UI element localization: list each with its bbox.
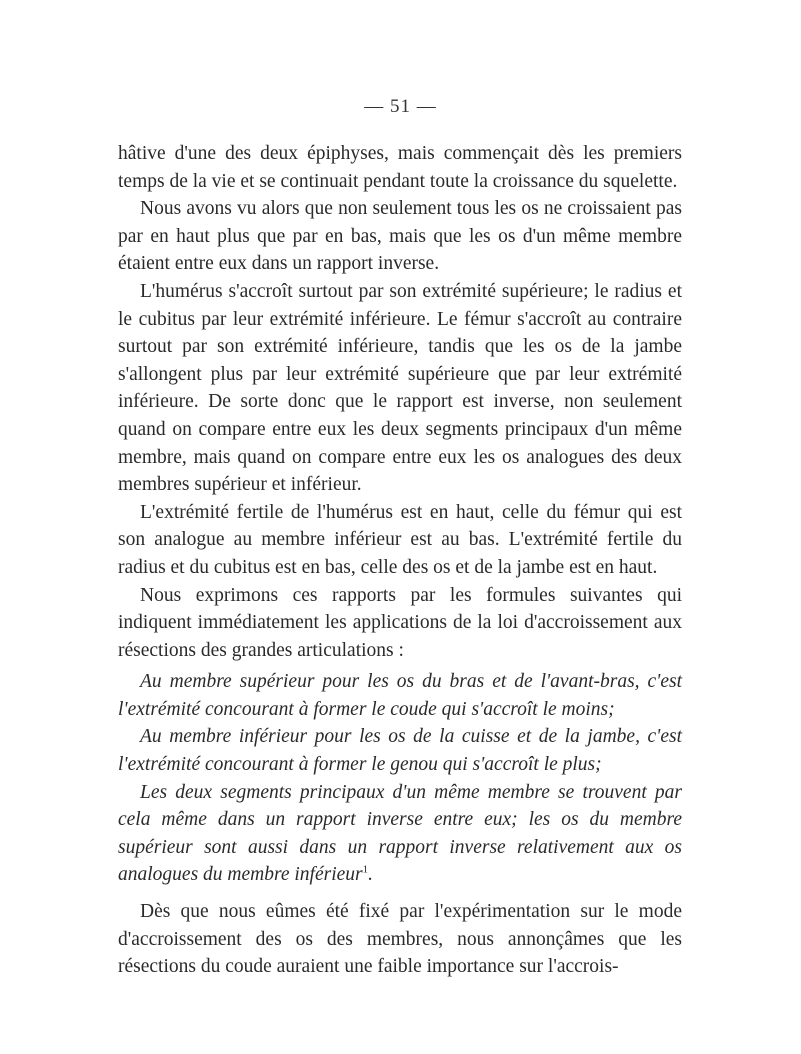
paragraph-5: Nous exprimons ces rapports par les formules suivantes qui indiquent immédiatement les applications de la loi d'accroissement aux résections des grandes articulations : bbox=[118, 584, 682, 661]
paragraph-3: L'humérus s'accroît surtout par son extrémité supérieure; le radius et le cubitus par leur extrémité inférieure. Le fémur s'accroît au contraire surtout par son extrémité inférieure, tandis que les os de la jambe s'allongent plus par leur extrémité supérieure que par leur extrémité inférieure. De sorte donc que le rapport est inverse, non seulement quand on compare entre eux les deux segments principaux d'un même membre, mais quand on compare entre eux les os analogues des deux membres supérieur et inférieur. bbox=[118, 280, 682, 496]
formula-lower-limb: Au membre inférieur pour les os de la cuisse et de la jambe, c'est l'extrémité concourant à former le genou qui s'accroît le plus; bbox=[118, 726, 682, 776]
formula-segments bbox=[118, 779, 682, 889]
page-number: — 51 — bbox=[364, 96, 437, 117]
formula-segments-end: . bbox=[368, 864, 373, 886]
paragraph-6: Dès que nous eûmes été fixé par l'expérimentation sur le mode d'accroissement des os des membres, nous annonçâmes que les résections du coude auraient une faible importance sur l'accrois- bbox=[118, 901, 682, 978]
footnote-marker[interactable]: 1 bbox=[362, 863, 369, 876]
formula-segments-text: Les deux segments principaux d'un même membre se trouvent par cela même dans un rapport inverse entre eux; les os du membre supérieur sont aussi dans un rapport inverse relativement aux os analogues du membre inférieur bbox=[118, 781, 682, 886]
paragraph-2: Nous avons vu alors que non seulement tous les os ne croissaient pas par en haut plus que par en bas, mais que les os d'un même membre étaient entre eux dans un rapport inverse. bbox=[118, 198, 682, 275]
paragraph-1: hâtive d'une des deux épiphyses, mais commençait dès les premiers temps de la vie et se continuait pendant toute la croissance du squelette. bbox=[118, 143, 682, 192]
body-text bbox=[118, 140, 682, 981]
paragraph-4: L'extrémité fertile de l'humérus est en haut, celle du fémur qui est son analogue au membre inférieur est au bas. L'extrémité fertile du radius et du cubitus est en bas, celle des os et de la jambe est en haut. bbox=[118, 501, 682, 578]
formula-upper-limb: Au membre supérieur pour les os du bras et de l'avant-bras, c'est l'extrémité concourant à former le coude qui s'accroît le moins; bbox=[118, 671, 682, 720]
